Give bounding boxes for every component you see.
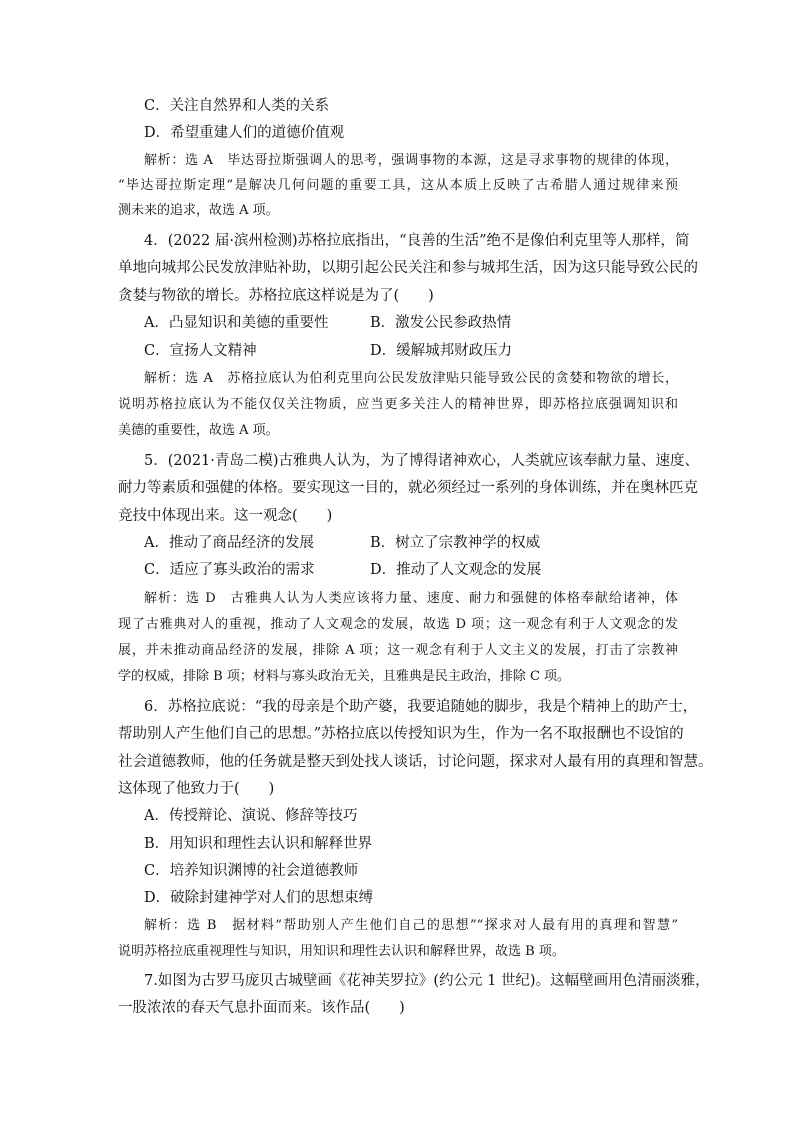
option-row	[144, 560, 664, 580]
option-c: C．培养知识渊博的社会道德教师	[144, 863, 359, 879]
option-row	[144, 533, 664, 553]
question-4-stem: 贪婪与物欲的增长。苏格拉底这样说是为了( )	[118, 288, 434, 304]
option-row	[144, 341, 664, 361]
explanation-line: 测未来的追求，故选 A 项。	[118, 203, 279, 218]
explanation-line: 解析：选 A 毕达哥拉斯强调人的思考，强调事物的本源，这是寻求事物的规律的体现，	[144, 153, 678, 168]
question-6-stem: 社会道德教师，他的任务就是整天到处找人谈话，讨论问题，探求对人最有用的真理和智慧。	[118, 754, 713, 770]
question-7-stem: 7.如图为古罗马庞贝古城壁画《花神芙罗拉》(约公元 1 世纪)。这幅壁画用色清丽淡雅，	[144, 973, 710, 989]
option-d: D．推动了人文观念的发展	[370, 562, 542, 578]
option-d: D．缓解城邦财政压力	[370, 343, 513, 359]
explanation-line: 美德的重要性，故选 A 项。	[118, 423, 279, 438]
option-row	[144, 313, 664, 333]
question-7-stem: 一股浓浓的春天气息扑面而来。该作品( )	[118, 1000, 405, 1016]
question-4-stem: 4．(2022 届·滨州检测)苏格拉底指出，“良善的生活”绝不是像伯利克里等人那样，简	[144, 233, 690, 249]
option-d: D．希望重建人们的道德价值观	[144, 125, 345, 141]
question-5-stem: 5．(2021·青岛二模)古雅典人认为，为了博得诸神欢心，人类就应该奉献力量、速度、	[144, 453, 700, 469]
option-d: D．破除封建神学对人们的思想束缚	[144, 890, 374, 906]
explanation-line: 解析：选 D 古雅典人认为人类应该将力量、速度、耐力和强健的体格奉献给诸神，体	[144, 591, 678, 606]
explanation-line: 说明苏格拉底认为不能仅仅关注物质，应当更多关注人的精神世界，即苏格拉底强调知识和	[118, 397, 678, 412]
question-6-stem: 帮助别人产生他们自己的思想。”苏格拉底以传授知识为生，作为一名不取报酬也不设馆的	[118, 726, 684, 742]
explanation-line: 说明苏格拉底重视理性与知识，用知识和理性去认识和解释世界，故选 B 项。	[118, 944, 565, 959]
option-b: B．用知识和理性去认识和解释世界	[144, 836, 373, 852]
option-b: B．激发公民参政热情	[370, 315, 512, 331]
question-5-stem: 竞技中体现出来。这一观念( )	[118, 508, 333, 524]
question-4-stem: 单地向城邦公民发放津贴补助，以期引起公民关注和参与城邦生活，因为这只能导致公民的	[118, 260, 698, 276]
explanation-line: 解析：选 B 据材料“帮助别人产生他们自己的思想”“探求对人最有用的真理和智慧”	[144, 918, 678, 933]
option-a: A．推动了商品经济的发展	[144, 535, 314, 551]
question-6-stem: 这体现了他致力于( )	[118, 781, 275, 797]
explanation-line: 解析：选 A 苏格拉底认为伯利克里向公民发放津贴只能导致公民的贪婪和物欲的增长，	[144, 371, 678, 386]
option-c: C．适应了寡头政治的需求	[144, 562, 315, 578]
option-c: C．宣扬人文精神	[144, 343, 257, 359]
question-5-stem: 耐力等素质和强健的体格。要实现这一目的，就必须经过一系列的身体训练，并在奥林匹克	[118, 480, 698, 496]
option-a: A．凸显知识和美德的重要性	[144, 315, 329, 331]
explanation-line: 展，并未推动商品经济的发展，排除 A 项；这一观念有利于人文主义的发展，打击了宗教神	[118, 643, 678, 658]
explanation-line: 学的权威，排除 B 项；材料与寡头政治无关，且雅典是民主政治，排除 C 项。	[118, 669, 571, 684]
explanation-line: 现了古雅典对人的重视，推动了人文观念的发展，故选 D 项；这一观念有利于人文观念的发	[118, 617, 678, 632]
option-b: B．树立了宗教神学的权威	[370, 535, 541, 551]
question-6-stem: 6．苏格拉底说：“我的母亲是个助产婆，我要追随她的脚步，我是个精神上的助产士，	[144, 699, 698, 715]
option-c: C．关注自然界和人类的关系	[144, 98, 330, 114]
option-a: A．传授辩论、演说、修辞等技巧	[144, 808, 358, 824]
explanation-line: “毕达哥拉斯定理”是解决几何问题的重要工具，这从本质上反映了古希腊人通过规律来预	[118, 178, 678, 193]
